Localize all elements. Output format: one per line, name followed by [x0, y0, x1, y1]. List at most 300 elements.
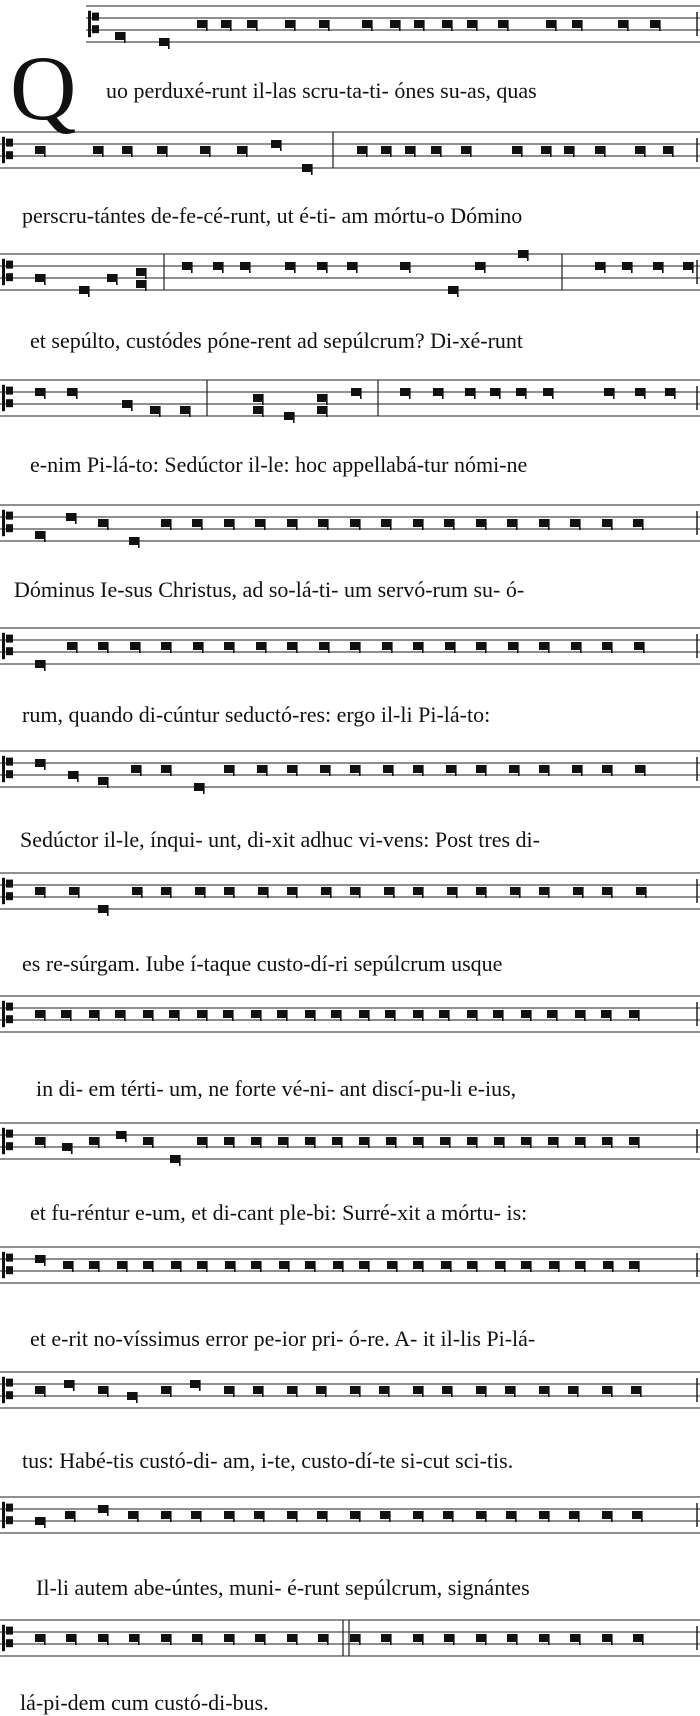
neume-stem — [340, 1010, 342, 1021]
neume-punctum — [629, 1261, 639, 1269]
neume-punctum — [476, 519, 486, 527]
lyric-line: perscru-tántes de-fe-cé-runt, ut é-ti- am mórtu-o Dómino — [22, 203, 523, 228]
clef-head — [6, 770, 13, 778]
neume-stem — [584, 1010, 586, 1021]
neume-punctum — [347, 262, 357, 270]
neume-stem — [328, 20, 330, 31]
neume-stem — [610, 1010, 612, 1021]
neume-stem — [674, 388, 676, 399]
neume-stem — [264, 1634, 266, 1645]
neume-punctum — [136, 268, 146, 276]
neume-punctum — [595, 262, 605, 270]
lyric-line: Dóminus Ie-sus Christus, ad so-lá-ti- um servó-rum su- ó- — [14, 577, 525, 602]
neume-punctum — [130, 642, 140, 650]
neume-stem — [392, 765, 394, 776]
neume-punctum — [285, 262, 295, 270]
neume-stem — [548, 1511, 550, 1522]
clef-head — [6, 758, 13, 766]
neume-punctum — [197, 1137, 207, 1145]
neume-punctum — [320, 765, 330, 773]
neume-punctum — [321, 887, 331, 895]
neume-punctum — [192, 519, 202, 527]
neume-punctum — [413, 887, 423, 895]
neume-punctum — [285, 20, 295, 28]
neume-punctum — [359, 1261, 369, 1269]
neume-punctum — [633, 519, 643, 527]
clef-bar — [2, 259, 5, 285]
lyric-line: Sedúctor il-le, ínqui- unt, di-xit adhuc vi-vens: Post tres di- — [20, 827, 540, 852]
neume-punctum — [128, 1511, 138, 1519]
clef-head — [6, 1254, 13, 1262]
neume-punctum — [251, 1261, 261, 1269]
clef-bar — [88, 11, 91, 37]
neume-punctum — [287, 519, 297, 527]
neume-stem — [414, 146, 416, 157]
staff — [0, 380, 700, 416]
neume-punctum — [35, 388, 45, 396]
neume-punctum — [93, 146, 103, 154]
neume-stem — [422, 1261, 424, 1272]
neume-punctum — [35, 660, 45, 668]
neume-punctum — [182, 262, 192, 270]
neume-stem — [44, 388, 46, 399]
neume-punctum — [476, 642, 486, 650]
neume-punctum — [382, 642, 392, 650]
neume-stem — [311, 164, 313, 175]
neume-punctum — [277, 1010, 287, 1018]
neume-punctum — [69, 887, 79, 895]
lyric-line: es re-súrgam. Iube í-taque custo-dí-ri sepúlcrum usque — [22, 951, 503, 976]
neume-stem — [409, 262, 411, 273]
clef-head — [6, 387, 13, 395]
neume-stem — [485, 1511, 487, 1522]
neume-stem — [390, 146, 392, 157]
neume-punctum — [439, 1010, 449, 1018]
neume-punctum — [467, 20, 477, 28]
neume-punctum — [383, 765, 393, 773]
neume-stem — [390, 1634, 392, 1645]
neume-punctum — [476, 1634, 486, 1642]
neume-punctum — [467, 1261, 477, 1269]
neume-stem — [692, 262, 694, 273]
neume-stem — [314, 1010, 316, 1021]
neume-punctum — [143, 1261, 153, 1269]
neume-stem — [359, 887, 361, 898]
neume-punctum — [575, 1010, 585, 1018]
neume-stem — [579, 1634, 581, 1645]
neume-stem — [611, 1137, 613, 1148]
neume-stem — [631, 262, 633, 273]
neume-punctum — [279, 1261, 289, 1269]
neume-punctum — [350, 519, 360, 527]
neume-stem — [107, 642, 109, 653]
neume-stem — [612, 1261, 614, 1272]
neume-punctum — [467, 1010, 477, 1018]
neume-stem — [604, 262, 606, 273]
neume-stem — [422, 1010, 424, 1021]
neume-stem — [449, 1137, 451, 1148]
neume-punctum — [476, 765, 486, 773]
neume-stem — [107, 1505, 109, 1516]
neume-stem — [202, 642, 204, 653]
neume-stem — [613, 388, 615, 399]
neume-punctum — [510, 887, 520, 895]
neume-stem — [552, 388, 554, 399]
staff — [0, 1123, 700, 1159]
neume-punctum — [98, 519, 108, 527]
neume-stem — [476, 1010, 478, 1021]
neume-stem — [71, 1143, 73, 1154]
neume-stem — [504, 1261, 506, 1272]
neume-punctum — [512, 146, 522, 154]
neume-punctum — [161, 1511, 171, 1519]
clef-head — [6, 1130, 13, 1138]
clef-bar — [2, 1625, 5, 1651]
neume-punctum — [549, 1261, 559, 1269]
neume-stem — [189, 406, 191, 417]
neume-stem — [44, 274, 46, 285]
neume-punctum — [237, 146, 247, 154]
neume-stem — [644, 765, 646, 776]
neume-punctum — [413, 1634, 423, 1642]
neume-punctum — [195, 887, 205, 895]
neume-stem — [44, 660, 46, 671]
neume-punctum — [98, 905, 108, 913]
neume-punctum — [350, 1511, 360, 1519]
neume-punctum — [547, 1010, 557, 1018]
neume-stem — [102, 146, 104, 157]
neume-punctum — [653, 262, 663, 270]
neume-stem — [230, 20, 232, 31]
neume-stem — [584, 1137, 586, 1148]
c-clef-icon — [2, 1001, 13, 1027]
neume-stem — [672, 146, 674, 157]
clef-bar — [2, 1001, 5, 1027]
neume-punctum — [224, 1386, 234, 1394]
neume-punctum — [224, 887, 234, 895]
neume-punctum — [257, 765, 267, 773]
neume-punctum — [444, 1634, 454, 1642]
neume-punctum — [507, 519, 517, 527]
neume-stem — [485, 1634, 487, 1645]
neume-punctum — [331, 1010, 341, 1018]
neume-punctum — [494, 1137, 504, 1145]
neume-stem — [638, 1261, 640, 1272]
neume-punctum — [319, 20, 329, 28]
neume-punctum — [192, 1634, 202, 1642]
neume-stem — [326, 394, 328, 405]
neume-stem — [396, 1261, 398, 1272]
neume-stem — [452, 1511, 454, 1522]
neume-stem — [516, 519, 518, 530]
c-clef-icon — [88, 11, 99, 37]
neume-punctum — [476, 1511, 486, 1519]
neume-punctum — [200, 146, 210, 154]
neume-stem — [368, 1137, 370, 1148]
neume-stem — [368, 1010, 370, 1021]
neume-punctum — [127, 1392, 137, 1400]
neume-punctum — [379, 1386, 389, 1394]
neume-punctum — [635, 146, 645, 154]
neume-stem — [203, 783, 205, 794]
neume-punctum — [564, 146, 574, 154]
neume-punctum — [521, 1137, 531, 1145]
neume-punctum — [89, 1010, 99, 1018]
clef-head — [6, 1391, 13, 1399]
neume-punctum — [255, 1634, 265, 1642]
neume-punctum — [665, 388, 675, 396]
neume-stem — [582, 887, 584, 898]
neume-stem — [138, 1634, 140, 1645]
neume-stem — [234, 1261, 236, 1272]
neume-stem — [423, 20, 425, 31]
neume-stem — [44, 531, 46, 542]
neume-punctum — [98, 777, 108, 785]
neume-stem — [422, 642, 424, 653]
neume-stem — [206, 20, 208, 31]
neume-punctum — [543, 388, 553, 396]
neume-stem — [640, 1386, 642, 1397]
neume-punctum — [350, 642, 360, 650]
neume-stem — [327, 1634, 329, 1645]
neume-stem — [116, 274, 118, 285]
neume-stem — [642, 1634, 644, 1645]
neume-punctum — [89, 1137, 99, 1145]
neume-punctum — [498, 20, 508, 28]
neume-punctum — [157, 146, 167, 154]
neume-stem — [179, 1155, 181, 1166]
neume-stem — [485, 1386, 487, 1397]
c-clef-icon — [2, 1502, 13, 1528]
neume-punctum — [390, 20, 400, 28]
neume-punctum — [129, 537, 139, 545]
neume-stem — [260, 1137, 262, 1148]
neume-stem — [74, 1511, 76, 1522]
neume-punctum — [66, 1634, 76, 1642]
neume-punctum — [602, 1137, 612, 1145]
clef-bar — [2, 878, 5, 904]
lyric-line: uo perduxé-runt il-las scru-ta-ti- ónes su-as, quas — [106, 78, 537, 103]
neume-stem — [451, 20, 453, 31]
neume-punctum — [448, 286, 458, 294]
lyric-line: in di- em térti- um, ne forte vé-ni- ant discí-pu-li e-ius, — [36, 1076, 517, 1101]
neume-stem — [72, 1261, 74, 1272]
neume-stem — [611, 642, 613, 653]
neume-stem — [474, 388, 476, 399]
staff — [0, 1247, 700, 1283]
neume-stem — [191, 262, 193, 273]
neume-punctum — [258, 887, 268, 895]
neume-stem — [145, 268, 147, 279]
neume-stem — [44, 1137, 46, 1148]
neume-stem — [168, 38, 170, 49]
neume-stem — [329, 765, 331, 776]
neume-stem — [170, 1511, 172, 1522]
neume-punctum — [143, 1010, 153, 1018]
neume-punctum — [35, 1255, 45, 1263]
neume-stem — [518, 765, 520, 776]
neume-stem — [233, 765, 235, 776]
neume-punctum — [317, 1511, 327, 1519]
clef-head — [6, 1142, 13, 1150]
neume-stem — [359, 1511, 361, 1522]
neume-stem — [327, 519, 329, 530]
neume-punctum — [445, 642, 455, 650]
neume-stem — [440, 146, 442, 157]
clef-head — [6, 1639, 13, 1647]
neume-punctum — [287, 1634, 297, 1642]
neume-stem — [75, 1634, 77, 1645]
neume-stem — [178, 1010, 180, 1021]
neume-punctum — [539, 765, 549, 773]
neume-punctum — [194, 783, 204, 791]
neume-stem — [558, 1261, 560, 1272]
neume-stem — [170, 887, 172, 898]
neume-punctum — [518, 250, 528, 258]
neume-punctum — [302, 164, 312, 172]
neume-stem — [98, 1261, 100, 1272]
neume-stem — [140, 765, 142, 776]
neume-punctum — [287, 1386, 297, 1394]
neume-stem — [422, 1511, 424, 1522]
neume-stem — [638, 1010, 640, 1021]
clef-head — [6, 880, 13, 888]
neume-stem — [578, 1511, 580, 1522]
neume-punctum — [35, 531, 45, 539]
neume-punctum — [169, 1010, 179, 1018]
neume-stem — [262, 406, 264, 417]
neume-punctum — [122, 146, 132, 154]
neume-stem — [293, 412, 295, 423]
clef-head — [92, 25, 99, 33]
neume-stem — [294, 262, 296, 273]
neume-stem — [453, 1634, 455, 1645]
neume-stem — [341, 1137, 343, 1148]
neume-punctum — [572, 20, 582, 28]
clef-head — [6, 1627, 13, 1635]
neume-stem — [502, 1010, 504, 1021]
neume-punctum — [539, 519, 549, 527]
neume-punctum — [225, 1261, 235, 1269]
lyric-line: lá-pi-dem cum custó-di-bus. — [20, 1690, 269, 1715]
neume-punctum — [254, 1511, 264, 1519]
neume-punctum — [136, 280, 146, 288]
neume-punctum — [602, 1386, 612, 1394]
neume-punctum — [107, 274, 117, 282]
neume-stem — [107, 1386, 109, 1397]
neume-punctum — [622, 262, 632, 270]
neume-stem — [107, 777, 109, 788]
neume-punctum — [247, 20, 257, 28]
neume-punctum — [506, 1511, 516, 1519]
neume-stem — [371, 20, 373, 31]
neume-punctum — [635, 765, 645, 773]
neume-punctum — [224, 642, 234, 650]
neume-stem — [296, 519, 298, 530]
neume-stem — [249, 262, 251, 273]
neume-punctum — [190, 1380, 200, 1388]
neume-punctum — [63, 1261, 73, 1269]
neume-stem — [422, 1634, 424, 1645]
c-clef-icon — [2, 1377, 13, 1403]
neume-stem — [604, 146, 606, 157]
neume-punctum — [443, 1511, 453, 1519]
neume-punctum — [570, 519, 580, 527]
neume-punctum — [305, 1261, 315, 1269]
lyric-line: et e-rit no-víssimus error pe-ior pri- ó-re. A- it il-lis Pi-lá- — [30, 1326, 536, 1351]
neume-punctum — [132, 887, 142, 895]
clef-bar — [2, 1252, 5, 1278]
neume-punctum — [444, 519, 454, 527]
neume-punctum — [571, 642, 581, 650]
clef-head — [6, 1504, 13, 1512]
neume-punctum — [197, 20, 207, 28]
neume-stem — [476, 20, 478, 31]
neume-stem — [138, 537, 140, 548]
neume-stem — [296, 1634, 298, 1645]
neume-punctum — [305, 1137, 315, 1145]
neume-punctum — [224, 1137, 234, 1145]
neume-stem — [262, 394, 264, 405]
neume-punctum — [509, 765, 519, 773]
neume-stem — [659, 20, 661, 31]
neume-stem — [124, 1010, 126, 1021]
neume-punctum — [98, 1505, 108, 1513]
neume-punctum — [575, 1137, 585, 1145]
neume-stem — [326, 262, 328, 273]
neume-stem — [577, 1386, 579, 1397]
neume-stem — [44, 146, 46, 157]
neume-stem — [388, 1386, 390, 1397]
neume-punctum — [35, 1386, 45, 1394]
neume-punctum — [193, 642, 203, 650]
neume-stem — [645, 887, 647, 898]
c-clef-icon — [2, 510, 13, 536]
neume-punctum — [332, 1137, 342, 1145]
clef-head — [6, 273, 13, 281]
neume-punctum — [305, 1010, 315, 1018]
neume-punctum — [350, 765, 360, 773]
neume-stem — [325, 1386, 327, 1397]
neume-stem — [485, 887, 487, 898]
neume-stem — [73, 1380, 75, 1391]
drop-capital: Q — [10, 37, 77, 139]
neume-punctum — [317, 262, 327, 270]
neume-stem — [422, 1386, 424, 1397]
neume-stem — [611, 519, 613, 530]
clef-head — [6, 647, 13, 655]
neume-punctum — [98, 1634, 108, 1642]
neume-stem — [256, 20, 258, 31]
neume-stem — [530, 1010, 532, 1021]
neume-punctum — [287, 765, 297, 773]
neume-punctum — [447, 887, 457, 895]
neume-stem — [136, 1392, 138, 1403]
neume-punctum — [629, 1137, 639, 1145]
neume-stem — [141, 887, 143, 898]
neume-stem — [366, 146, 368, 157]
neume-punctum — [62, 1143, 72, 1151]
neume-stem — [422, 1137, 424, 1148]
neume-punctum — [180, 406, 190, 414]
neume-punctum — [683, 262, 693, 270]
neume-punctum — [284, 412, 294, 420]
neume-punctum — [67, 642, 77, 650]
c-clef-icon — [2, 385, 13, 411]
neume-stem — [131, 146, 133, 157]
neume-stem — [548, 1634, 550, 1645]
lyric-line: et sepúlto, custódes póne-rent ad sepúlcrum? Di-xé-runt — [30, 328, 524, 353]
